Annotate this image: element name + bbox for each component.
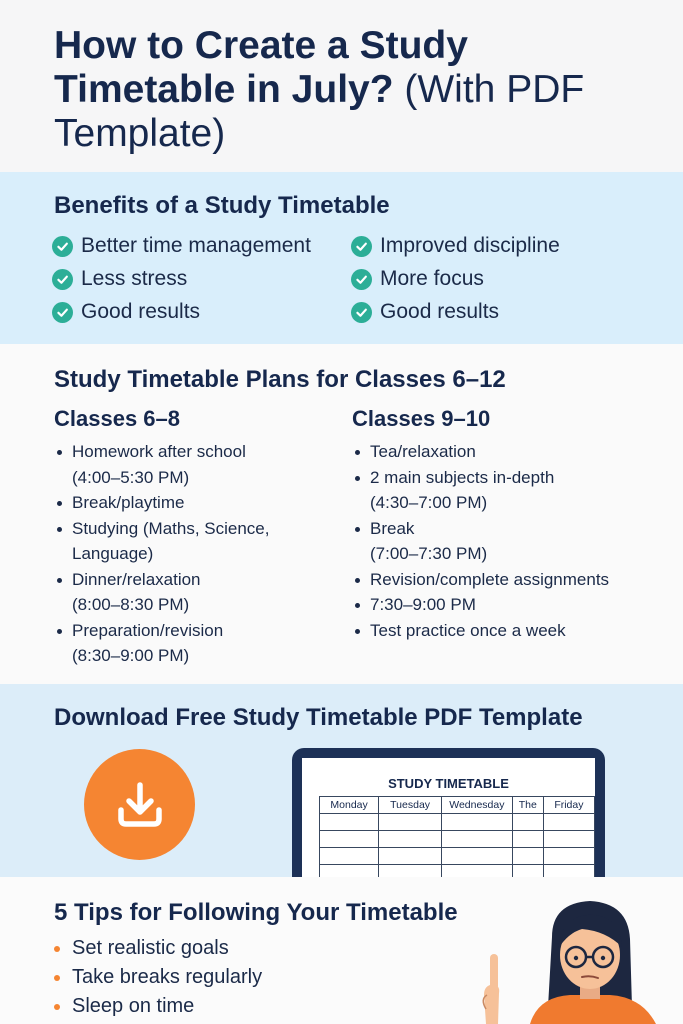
plan-item-time: (8:00–8:30 PM) <box>72 595 190 614</box>
plans-section <box>0 344 683 684</box>
grid-cell <box>320 848 379 865</box>
grid-cell <box>442 848 513 865</box>
grid-cell <box>512 814 543 831</box>
plan-item-text: Preparation/revision <box>72 620 224 640</box>
plan-item-text: Homework after school <box>72 442 246 461</box>
tips-heading: 5 Tips for Following Your Timetable <box>54 899 458 926</box>
check-icon <box>351 269 372 290</box>
tip-item: Sleep on time <box>54 992 262 1021</box>
benefit-label: Less stress <box>81 267 188 290</box>
benefit-item <box>351 234 560 258</box>
grid-cell <box>543 865 594 878</box>
benefit-label: Good results <box>380 300 500 323</box>
grid-cell <box>543 831 594 848</box>
grid-cell <box>442 831 513 848</box>
student-illustration <box>470 899 660 1024</box>
plan-item <box>54 516 344 567</box>
grid-cell <box>320 865 379 878</box>
plan-item <box>352 618 662 644</box>
grid-cell <box>512 831 543 848</box>
grid-cell <box>379 848 442 865</box>
plan-item-text: 2 main subjects in-depth <box>370 467 555 487</box>
tip-item: Set realistic goals <box>54 934 262 963</box>
benefit-item <box>52 267 187 291</box>
grid-cell <box>512 865 543 878</box>
tip-item: Take breaks regularly <box>54 963 262 992</box>
benefit-label: Good results <box>81 300 201 323</box>
tips-section <box>0 877 683 1024</box>
check-icon <box>351 236 372 257</box>
plan-item-time: Language) <box>72 544 154 563</box>
page-title <box>54 24 654 156</box>
grid-cell <box>442 865 513 878</box>
plan-item-text: Break <box>370 518 415 538</box>
benefit-label: More focus <box>380 267 484 290</box>
plan-item-text: 7:30–9:00 PM <box>370 595 476 614</box>
day-header: Wednesday <box>442 797 513 814</box>
grid-cell <box>543 814 594 831</box>
grid-cell <box>320 831 379 848</box>
template-preview[interactable] <box>292 748 605 877</box>
plan-item-text: Revision/complete assignments <box>370 569 610 589</box>
timetable-sheet <box>302 758 595 877</box>
day-header: Monday <box>320 797 379 814</box>
plan-item-text: Test practice once a week <box>370 620 566 640</box>
download-section <box>0 684 683 877</box>
benefits-heading: Benefits of a Study Timetable <box>54 192 390 219</box>
benefit-item <box>52 300 200 324</box>
plan-item-text: Dinner/relaxation <box>72 569 201 589</box>
benefit-item <box>351 267 484 291</box>
plans-heading: Study Timetable Plans for Classes 6–12 <box>54 366 506 393</box>
check-icon <box>52 236 73 257</box>
col2-list <box>352 439 662 643</box>
tips-list <box>54 934 262 1021</box>
check-icon <box>52 302 73 323</box>
grid-cell <box>379 814 442 831</box>
plan-item-time: (4:00–5:30 PM) <box>72 467 190 487</box>
plan-item-text: Break/playtime <box>72 493 185 512</box>
grid-cell <box>320 814 379 831</box>
timetable-grid <box>319 796 595 877</box>
plan-item-text: Tea/relaxation <box>370 442 476 461</box>
grid-cell <box>442 814 513 831</box>
grid-cell <box>543 848 594 865</box>
grid-cell <box>379 865 442 878</box>
day-header: Tuesday <box>379 797 442 814</box>
plan-item-time: (4:30–7:00 PM) <box>370 493 488 512</box>
day-header: The <box>512 797 543 814</box>
title-suffix: (With PDF Template) <box>54 68 585 155</box>
plan-item <box>54 567 344 618</box>
col1-title: Classes 6–8 <box>54 406 180 431</box>
check-icon <box>351 302 372 323</box>
plan-item <box>352 592 662 618</box>
benefits-section <box>0 172 683 344</box>
title-main: How to Create a Study Timetable in July? <box>54 24 468 111</box>
plan-item <box>352 439 662 465</box>
benefit-label: Better time management <box>81 234 311 257</box>
benefit-item <box>52 234 311 258</box>
plan-item <box>352 516 662 567</box>
plan-item <box>352 567 662 593</box>
benefit-label: Improved discipline <box>380 234 560 257</box>
grid-cell <box>379 831 442 848</box>
plan-item <box>54 439 344 490</box>
plan-item <box>54 618 344 669</box>
plan-item <box>352 465 662 516</box>
sheet-title: STUDY TIMETABLE <box>388 776 509 791</box>
plan-item <box>54 490 344 516</box>
plan-item-time: (7:00–7:30 PM) <box>370 544 488 563</box>
grid-cell <box>512 848 543 865</box>
day-header: Friday <box>543 797 594 814</box>
col1-list <box>54 439 344 669</box>
check-icon <box>52 269 73 290</box>
col2-title: Classes 9–10 <box>352 406 491 431</box>
download-heading: Download Free Study Timetable PDF Template <box>54 704 583 731</box>
benefit-item <box>351 300 499 324</box>
download-icon <box>112 777 168 833</box>
hero-section <box>0 0 683 172</box>
plan-item-text: Studying (Maths, Science, <box>72 518 270 538</box>
plan-item-time: (8:30–9:00 PM) <box>72 646 190 665</box>
download-button[interactable] <box>84 749 195 860</box>
